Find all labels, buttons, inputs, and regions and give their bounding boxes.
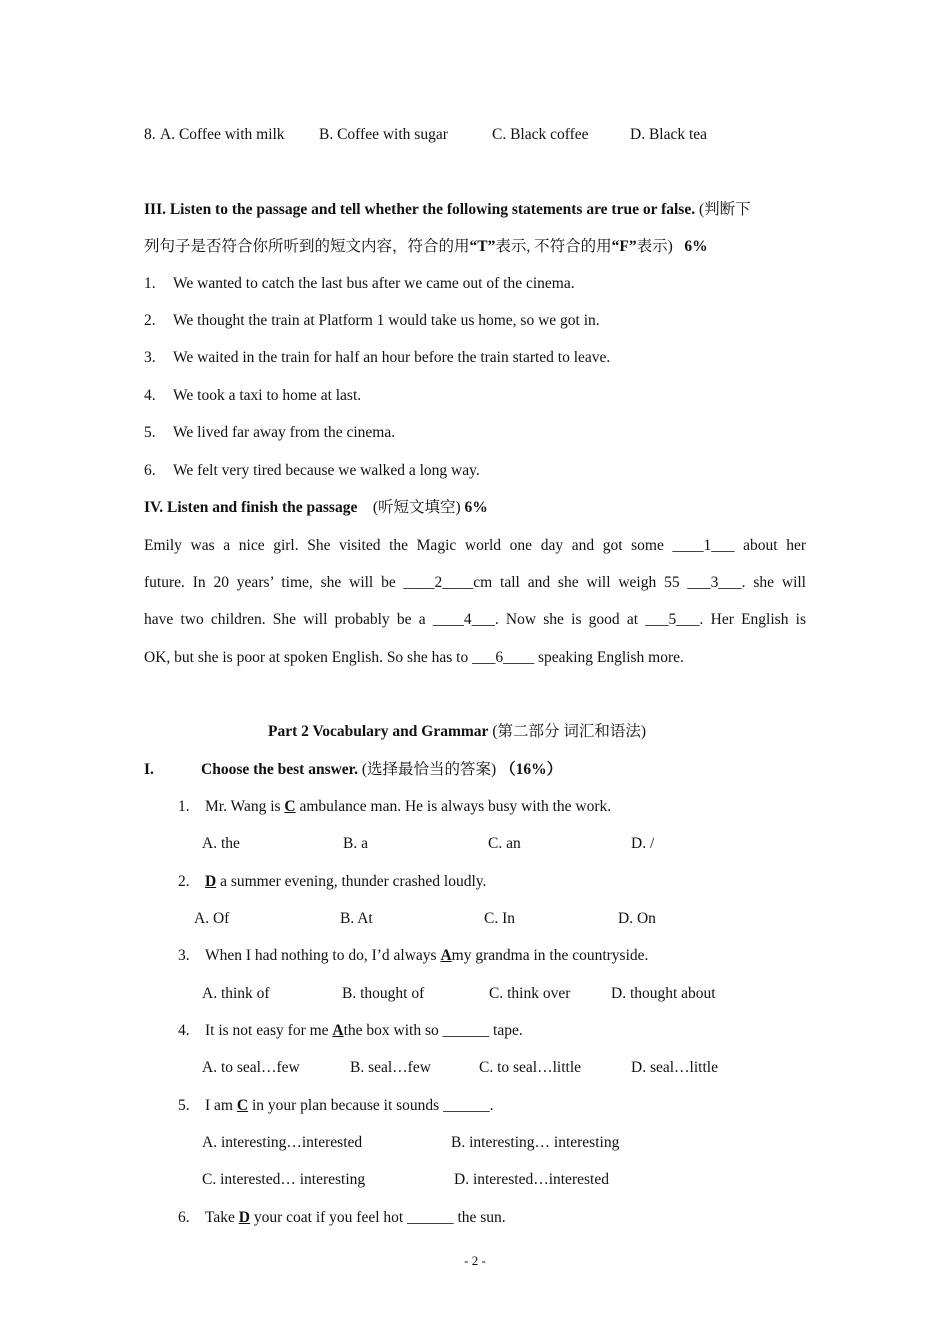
answer-mark: A <box>440 947 452 964</box>
answer-mark: D <box>238 1209 250 1226</box>
question-text-pre: I am <box>205 1097 237 1114</box>
statement-text: We thought the train at Platform 1 would take us home, so we got in. <box>173 312 600 329</box>
q8-option-c: C. Black coffee <box>492 126 589 143</box>
option-b: B. seal…few <box>350 1059 431 1076</box>
question-stem <box>178 1021 523 1041</box>
option-c: C. to seal…little <box>479 1059 582 1076</box>
option-c: C. In <box>484 910 515 927</box>
option-a: A. Of <box>194 910 230 927</box>
question-stem <box>178 872 486 892</box>
question-text-post: your coat if you feel hot ______ the sun. <box>249 1209 506 1226</box>
answer-mark: D <box>205 873 217 890</box>
section3-heading-line1 <box>144 200 751 220</box>
option-d: D. thought about <box>611 985 716 1002</box>
section4-heading-cn: (听短文填空) <box>372 499 461 516</box>
question-text-post: ambulance man. He is always busy with the work. <box>295 798 612 815</box>
option-d: D. On <box>618 910 656 927</box>
section3-heading: III. Listen to the passage and tell whether the following statements are true or false. <box>144 201 696 218</box>
statement-item <box>144 311 600 331</box>
option-b: B. thought of <box>342 985 425 1002</box>
part2-title-line <box>268 722 646 742</box>
statement-item <box>144 461 480 481</box>
statement-number: 1. <box>144 275 156 292</box>
option-d: D. / <box>631 835 655 852</box>
question-number: 4. <box>178 1022 190 1039</box>
section-i-label: I. <box>144 761 154 778</box>
page-number: - 2 - <box>464 1253 486 1268</box>
statement-text: We waited in the train for half an hour before the train started to leave. <box>173 349 611 366</box>
answer-mark: C <box>236 1097 249 1114</box>
statement-number: 2. <box>144 312 156 329</box>
q8-label: 8. <box>144 126 156 143</box>
option-c: C. think over <box>489 985 571 1002</box>
section4-heading: IV. Listen and finish the passage <box>144 499 358 516</box>
option-c: C. an <box>488 835 521 852</box>
option-a: A. to seal…few <box>202 1059 300 1076</box>
section3-score: 6% <box>684 238 708 255</box>
statement-text: We lived far away from the cinema. <box>173 424 396 441</box>
option-d: D. interested…interested <box>454 1171 609 1188</box>
section-i-heading: Choose the best answer. <box>201 761 359 778</box>
option-a: A. interesting…interested <box>202 1134 363 1151</box>
statement-text: We wanted to catch the last bus after we came out of the cinema. <box>173 275 575 292</box>
part2-title-cn: (第二部分 词汇和语法) <box>492 723 647 740</box>
question-number: 3. <box>178 947 190 964</box>
statement-item <box>144 348 610 368</box>
section3-heading-cn3: 表示, 不符合的用 <box>495 238 612 255</box>
question-stem <box>178 946 648 966</box>
section-i-score: （16%） <box>500 761 563 778</box>
section3-heading-line2 <box>144 237 708 257</box>
section3-heading-f: “F” <box>611 238 637 255</box>
question-text-pre: It is not easy for me <box>205 1022 333 1039</box>
statement-number: 5. <box>144 424 156 441</box>
section3-heading-cn4: 表示) <box>636 238 673 255</box>
option-d: D. seal…little <box>631 1059 718 1076</box>
section3-heading-cn1: (判断下 <box>698 201 751 218</box>
question-number: 2. <box>178 873 190 890</box>
statement-text: We took a taxi to home at last. <box>173 387 362 404</box>
question-text-pre: When I had nothing to do, I’d always <box>205 947 441 964</box>
option-b: B. At <box>340 910 373 927</box>
passage-line: Emily was a nice girl. She visited the Magic world one day and got some ____1___ about her <box>144 537 806 554</box>
question-number: 6. <box>178 1209 190 1226</box>
statement-text: We felt very tired because we walked a long way. <box>173 462 480 479</box>
section-i-heading-cn: (选择最恰当的答案) <box>361 761 497 778</box>
part2-title: Part 2 Vocabulary and Grammar <box>268 723 489 740</box>
passage-line: have two children. She will probably be a ____4___. Now she is good at ___5___. Her English is <box>144 611 806 628</box>
question-text-post: a summer evening, thunder crashed loudly. <box>216 873 487 890</box>
question-stem <box>178 1208 506 1228</box>
q8-option-b: B. Coffee with sugar <box>319 126 448 143</box>
statement-number: 6. <box>144 462 156 479</box>
q8-line <box>144 125 156 145</box>
question-text-pre: Mr. Wang is <box>205 798 285 815</box>
section3-heading-t: “T” <box>469 238 496 255</box>
option-b: B. interesting… interesting <box>451 1134 620 1151</box>
answer-mark: C <box>284 798 296 815</box>
option-a: A. think of <box>202 985 270 1002</box>
answer-mark: A <box>332 1022 344 1039</box>
statement-item <box>144 423 395 443</box>
question-text-pre: Take <box>205 1209 239 1226</box>
section4-heading-line <box>144 498 488 518</box>
question-number: 1. <box>178 798 190 815</box>
question-stem <box>178 1096 493 1116</box>
section-i-heading-line <box>201 760 562 780</box>
option-a: A. the <box>202 835 240 852</box>
statement-item <box>144 386 361 406</box>
statement-number: 4. <box>144 387 156 404</box>
question-stem <box>178 797 611 817</box>
passage-line: future. In 20 years’ time, she will be ____2____cm tall and she will weigh 55 ___3___. she will <box>144 574 806 591</box>
statement-number: 3. <box>144 349 156 366</box>
option-c: C. interested… interesting <box>202 1171 366 1188</box>
passage-line: OK, but she is poor at spoken English. So she has to ___6____ speaking English more. <box>144 649 684 666</box>
question-text-post: my grandma in the countryside. <box>451 947 649 964</box>
q8-option-d: D. Black tea <box>630 126 708 143</box>
section4-score: 6% <box>464 499 488 516</box>
question-text-post: the box with so ______ tape. <box>343 1022 523 1039</box>
section3-heading-cn2: 列句子是否符合你所听到的短文内容，符合的用 <box>144 238 470 255</box>
option-b: B. a <box>343 835 368 852</box>
question-text-post: in your plan because it sounds ______. <box>248 1097 494 1114</box>
statement-item <box>144 274 575 294</box>
q8-option-a: A. Coffee with milk <box>160 126 285 143</box>
question-number: 5. <box>178 1097 190 1114</box>
